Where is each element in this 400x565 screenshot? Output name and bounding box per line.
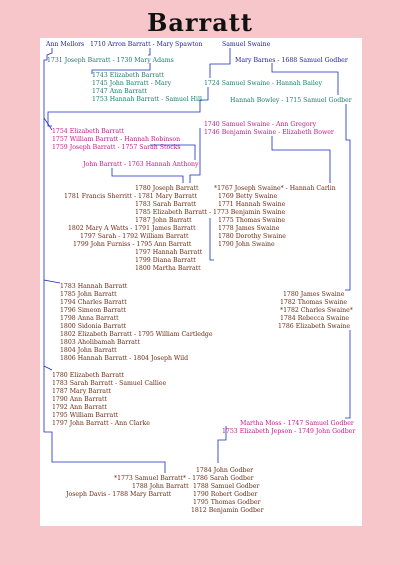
person-entry: 1788 Samuel Godber xyxy=(193,483,260,490)
person-entry: 1783 Sarah Barratt xyxy=(135,201,197,208)
person-entry: 1787 John Barratt xyxy=(135,217,192,224)
person-entry: 1790 John Swaine xyxy=(218,241,275,248)
person-entry: 1743 Elizabeth Barratt xyxy=(92,72,165,79)
person-entry: 1781 Francis Sherritt - 1781 Mary Barratt xyxy=(64,193,197,200)
person-entry: 1785 Elizabeth Barratt - 1773 Benjamin Swaine xyxy=(135,209,286,216)
person-entry: 1794 Charles Barratt xyxy=(60,299,127,306)
person-entry: 1780 James Swaine xyxy=(283,291,345,298)
person-entry: 1802 Elizabeth Barratt - 1795 William Cartledge xyxy=(60,331,213,338)
person-entry: 1788 John Barratt xyxy=(132,483,189,490)
person-entry: 1757 William Barratt - Hannah Robinson xyxy=(52,136,181,143)
person-entry: 1771 Hannah Swaine xyxy=(218,201,286,208)
person-entry: 1787 Mary Barratt xyxy=(52,388,111,395)
connector xyxy=(112,168,183,183)
person-entry: 1802 Mary A Watts - 1791 James Barratt xyxy=(68,225,196,232)
person-entry: 1784 John Godber xyxy=(196,467,254,474)
person-entry: 1795 William Barratt xyxy=(52,412,119,419)
person-entry: 1740 Samuel Swaine - Ann Gregory xyxy=(204,121,317,128)
person-entry: 1795 Thomas Godber xyxy=(193,499,261,506)
person-entry: 1769 Betty Swaine xyxy=(218,193,278,200)
page-title: Barratt xyxy=(147,8,253,37)
person-entry: 1783 Hannah Barratt xyxy=(60,283,128,290)
person-entry: 1780 Dorothy Swaine xyxy=(218,233,286,240)
person-entry: Martha Moss - 1747 Samuel Godber xyxy=(240,420,354,427)
connector xyxy=(210,218,214,260)
person-entry: 1753 Elizabeth Jepson - 1749 John Godber xyxy=(222,428,356,435)
person-entry: 1783 Sarah Barratt - Samuel Calliee xyxy=(52,380,167,387)
person-entry: 1759 Joseph Barratt - 1757 Sarah Stocks xyxy=(52,144,181,151)
person-entry: 1798 Anna Barratt xyxy=(60,315,119,322)
person-entry: 1775 Thomas Swaine xyxy=(218,217,286,224)
person-entry: 1806 Hannah Barratt - 1804 Joseph Wild xyxy=(60,355,189,362)
person-entry: Samuel Swaine xyxy=(222,41,271,48)
person-entry: 1797 Sarah - 1792 William Barratt xyxy=(80,233,189,240)
person-entry: 1724 Samuel Swaine - Hannah Bailey xyxy=(204,80,323,87)
person-entry: 1780 Elizabeth Barratt xyxy=(52,372,125,379)
person-entry: John Barratt - 1763 Hannah Anthony xyxy=(83,161,199,168)
person-entry: 1799 John Furniss - 1795 Ann Barratt xyxy=(73,241,192,248)
person-entry: 1796 Simeon Barratt xyxy=(60,307,126,314)
person-entry: *1773 Samuel Barratt* - 1786 Sarah Godber xyxy=(114,475,254,482)
person-entry: 1746 Benjamin Swaine - Elizabeth Bower xyxy=(204,129,334,136)
person-entry: 1784 Rebecca Swaine xyxy=(280,315,350,322)
person-entry: Ann Mellors xyxy=(46,41,85,48)
person-entry: 1753 Hannah Barratt - Samuel Hill xyxy=(92,96,202,103)
person-entry: 1803 Aholibamah Barratt xyxy=(60,339,140,346)
connector xyxy=(345,330,350,418)
person-entry: 1804 John Barratt xyxy=(60,347,117,354)
connector xyxy=(44,280,52,370)
person-entry: 1812 Benjamin Godber xyxy=(191,507,264,514)
person-entry: Mary Barnes - 1688 Samuel Godber xyxy=(235,57,348,64)
person-entry: 1792 Ann Barratt xyxy=(52,404,107,411)
connector xyxy=(272,63,338,95)
person-entry: *1782 Charles Swaine* xyxy=(280,307,353,314)
person-entry: 1800 Martha Barratt xyxy=(135,265,201,272)
person-entry: 1778 James Swaine xyxy=(218,225,280,232)
person-entry: 1745 John Barratt - Mary xyxy=(92,80,172,87)
person-entry: 1780 Joseph Barratt xyxy=(135,185,199,192)
connector xyxy=(148,48,150,55)
connector xyxy=(210,48,230,78)
person-entry: 1754 Elizabeth Barratt xyxy=(52,128,125,135)
person-entry: 1790 Ann Barratt xyxy=(52,396,107,403)
person-entry: 1797 Hannah Barratt xyxy=(135,249,203,256)
person-entry: *1767 Joseph Swaine* - Hannah Carlin xyxy=(214,185,336,192)
person-entry: 1782 Thomas Swaine xyxy=(280,299,348,306)
person-entry: Joseph Davis - 1788 Mary Barratt xyxy=(66,491,172,498)
connector xyxy=(272,136,330,183)
person-entry: 1797 John Barratt - Ann Clarke xyxy=(52,420,150,427)
person-entry: Hannah Bowley - 1715 Samuel Godber xyxy=(230,97,352,104)
person-entry: 1785 John Barratt xyxy=(60,291,117,298)
person-entry: 1790 Robert Godber xyxy=(193,491,258,498)
person-entry: 1800 Sidonia Barratt xyxy=(60,323,127,330)
person-entry: 1799 Diana Barratt xyxy=(135,257,196,264)
connector xyxy=(345,104,350,290)
person-entry: 1710 Arron Barratt - Mary Spawton xyxy=(90,41,203,48)
person-entry: 1747 Ann Barratt xyxy=(92,88,147,95)
person-entry: 1786 Elizabeth Swaine xyxy=(278,323,351,330)
person-entry: 1731 Joseph Barratt - 1730 Mary Adams xyxy=(47,57,174,64)
